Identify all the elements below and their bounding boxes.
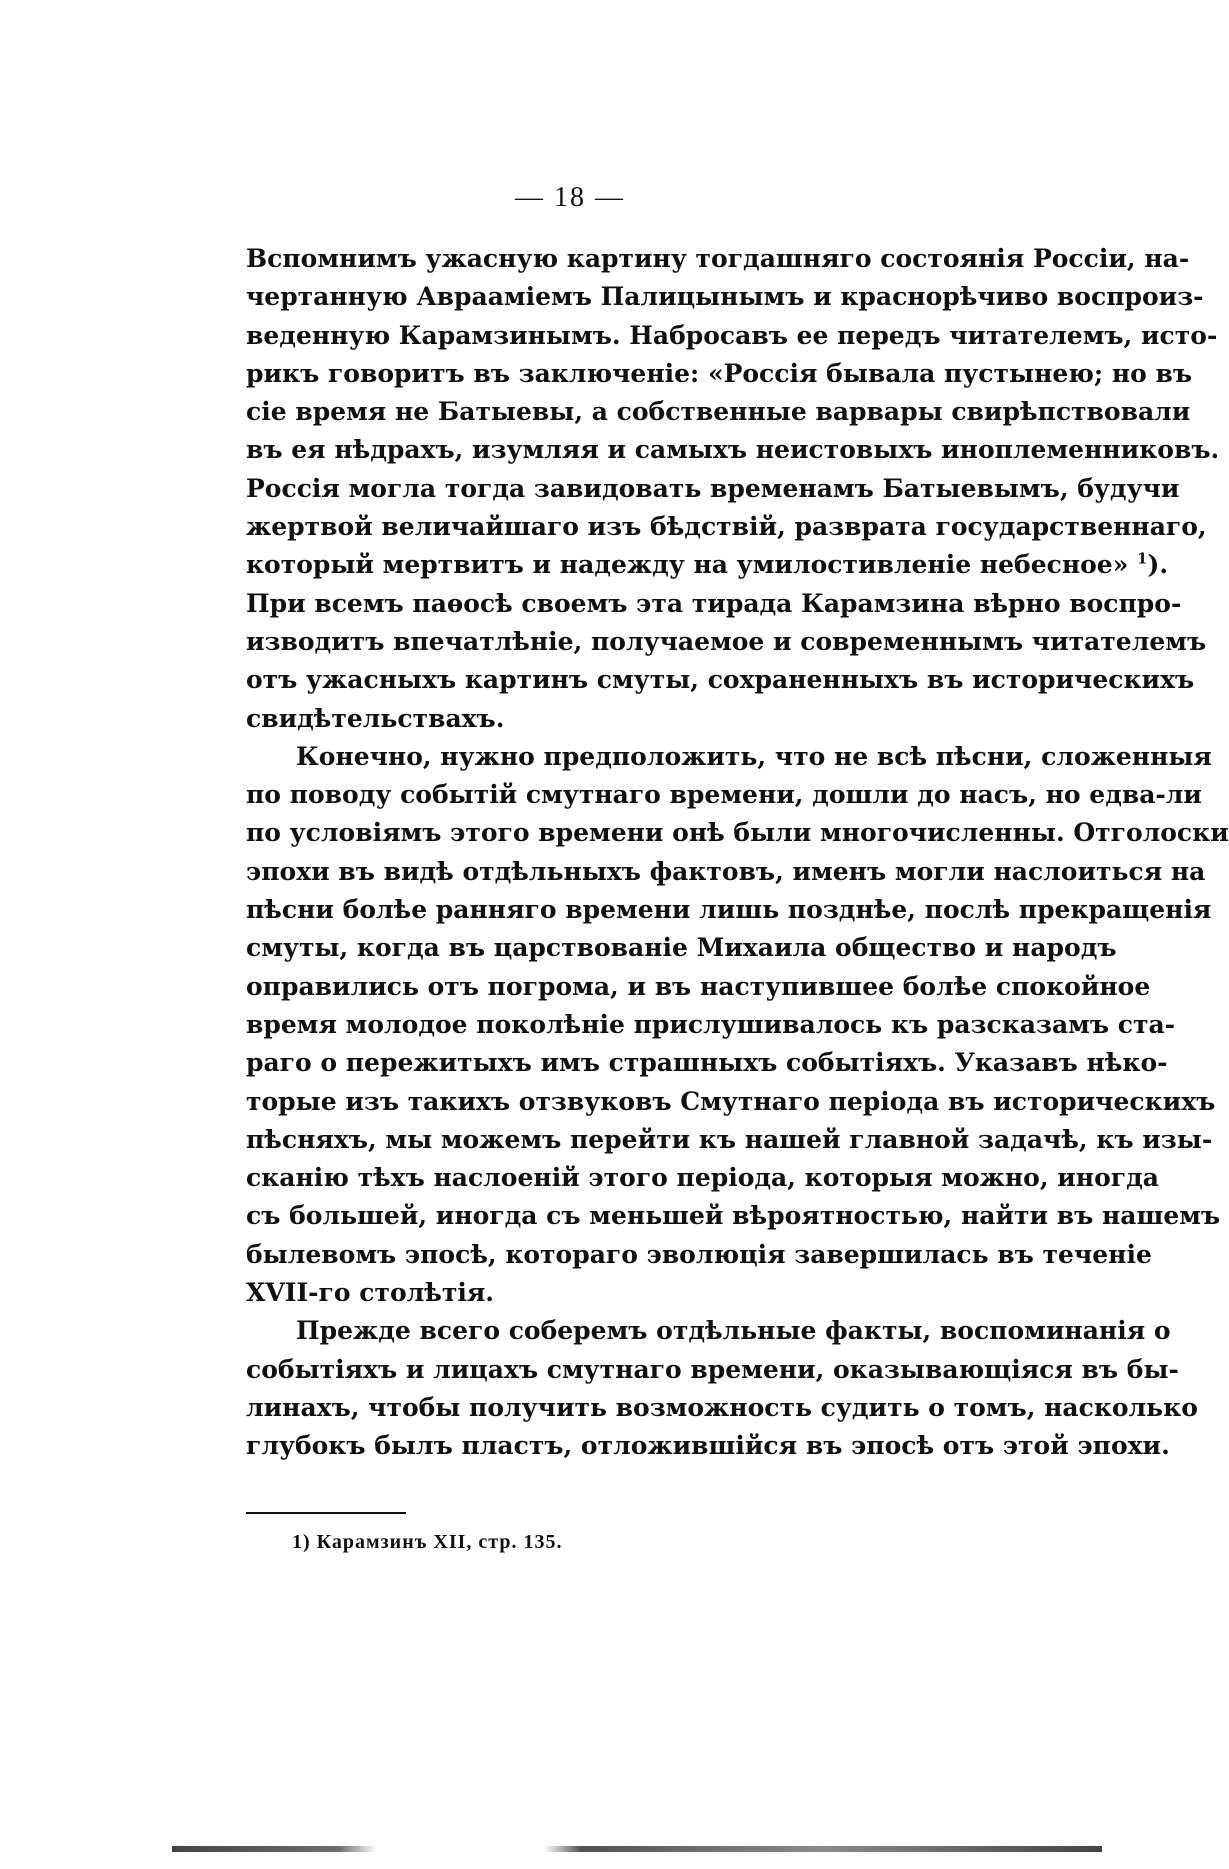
text-line: эпохи въ видѣ отдѣльныхъ фактовъ, именъ могли наслоиться на xyxy=(246,856,1206,886)
text-line: свидѣтельствахъ. xyxy=(246,703,505,733)
text-line-segment: который мертвитъ и надежду на умилостивленіе небесное» xyxy=(246,550,1129,580)
text-line: Прежде всего соберемъ отдѣльные факты, воспоминанія о xyxy=(296,1316,1171,1346)
text-line: линахъ, чтобы получить возможность судить о томъ, насколько xyxy=(246,1392,1198,1422)
text-line: глубокъ былъ пластъ, отложившійся въ эпосѣ отъ этой эпохи. xyxy=(246,1431,1170,1461)
scan-edge-artifact xyxy=(172,1846,1102,1852)
text-line-with-footnote-ref xyxy=(246,546,1169,584)
text-line: отъ ужасныхъ картинъ смуты, сохраненныхъ въ историческихъ xyxy=(246,665,1195,695)
text-line: жертвой величайшаго изъ бѣдствій, разврата государственнаго, xyxy=(246,512,1207,542)
text-line: пѣсняхъ, мы можемъ перейти къ нашей главной задачѣ, къ изы- xyxy=(246,1124,1213,1154)
text-line: чертанную Авраамiемъ Палицынымъ и краснорѣчиво воспроиз- xyxy=(246,282,1204,312)
text-line: былевомъ эпосѣ, котораго эволюція завершилась въ теченіе xyxy=(246,1239,1152,1269)
paragraph-3 xyxy=(246,1312,1198,1465)
text-line: оправились отъ погрома, и въ наступившее болѣе спокойное xyxy=(246,971,1151,1001)
footnote-reference-tail: ). xyxy=(1147,550,1169,580)
text-line: въ ея нѣдрахъ, изумляя и самыхъ неистовыхъ иноплеменниковъ. xyxy=(246,435,1220,465)
text-line: раго о пережитыхъ имъ страшныхъ событіяхъ. Указавъ нѣко- xyxy=(246,1048,1168,1078)
text-line: сканію тѣхъ наслоеній этого періода, которыя можно, иногда xyxy=(246,1163,1159,1193)
paragraph-2 xyxy=(246,738,1229,1312)
text-line: XVII-го столѣтія. xyxy=(246,1278,495,1308)
text-line: Россія могла тогда завидовать временамъ Батыевымъ, будучи xyxy=(246,473,1180,503)
text-line: изводитъ впечатлѣніе, получаемое и современнымъ читателемъ xyxy=(246,626,1207,656)
footnote: 1) Карамзинъ XII, стр. 135. xyxy=(292,1531,563,1553)
text-line: по условіямъ этого времени онѣ были многочисленны. Отголоски xyxy=(246,818,1229,848)
footnote-divider xyxy=(246,1512,406,1514)
text-line: по поводу событій смутнаго времени, дошли до насъ, но едва-ли xyxy=(246,780,1202,810)
text-line: При всемъ паѳосѣ своемъ эта тирада Карамзина вѣрно воспро- xyxy=(246,588,1182,618)
paragraph-1 xyxy=(246,240,1220,738)
body-text xyxy=(246,240,1229,1466)
text-line: Вспомнимъ ужасную картину тогдашняго состоянія Россіи, на- xyxy=(246,244,1190,273)
text-line: рикъ говоритъ въ заключеніе: «Россія бывала пустынею; но въ xyxy=(246,358,1193,388)
text-line: веденную Карамзинымъ. Набросавъ ее передъ читателемъ, исто- xyxy=(246,320,1218,350)
text-line: пѣсни болѣе ранняго времени лишь позднѣе, послѣ прекращенія xyxy=(246,895,1212,925)
page-number: — 18 — xyxy=(515,182,625,213)
text-line: событіяхъ и лицахъ смутнаго времени, оказывающіяся въ бы- xyxy=(246,1354,1179,1384)
text-line: съ большей, иногда съ меньшей вѣроятностью, найти въ нашемъ xyxy=(246,1201,1221,1231)
text-line: время молодое поколѣніе прислушивалось къ разсказамъ ста- xyxy=(246,1009,1176,1039)
text-line: сіе время не Батыевы, а собственные варвары свирѣпствовали xyxy=(246,397,1191,427)
text-line: смуты, когда въ царствованіе Михаила общество и народъ xyxy=(246,933,1117,963)
text-line: торые изъ такихъ отзвуковъ Смутнаго періода въ историческихъ xyxy=(246,1086,1216,1116)
text-line: Конечно, нужно предположить, что не всѣ пѣсни, сложенныя xyxy=(296,741,1212,771)
footnote-reference[interactable]: 1 xyxy=(1137,550,1148,569)
